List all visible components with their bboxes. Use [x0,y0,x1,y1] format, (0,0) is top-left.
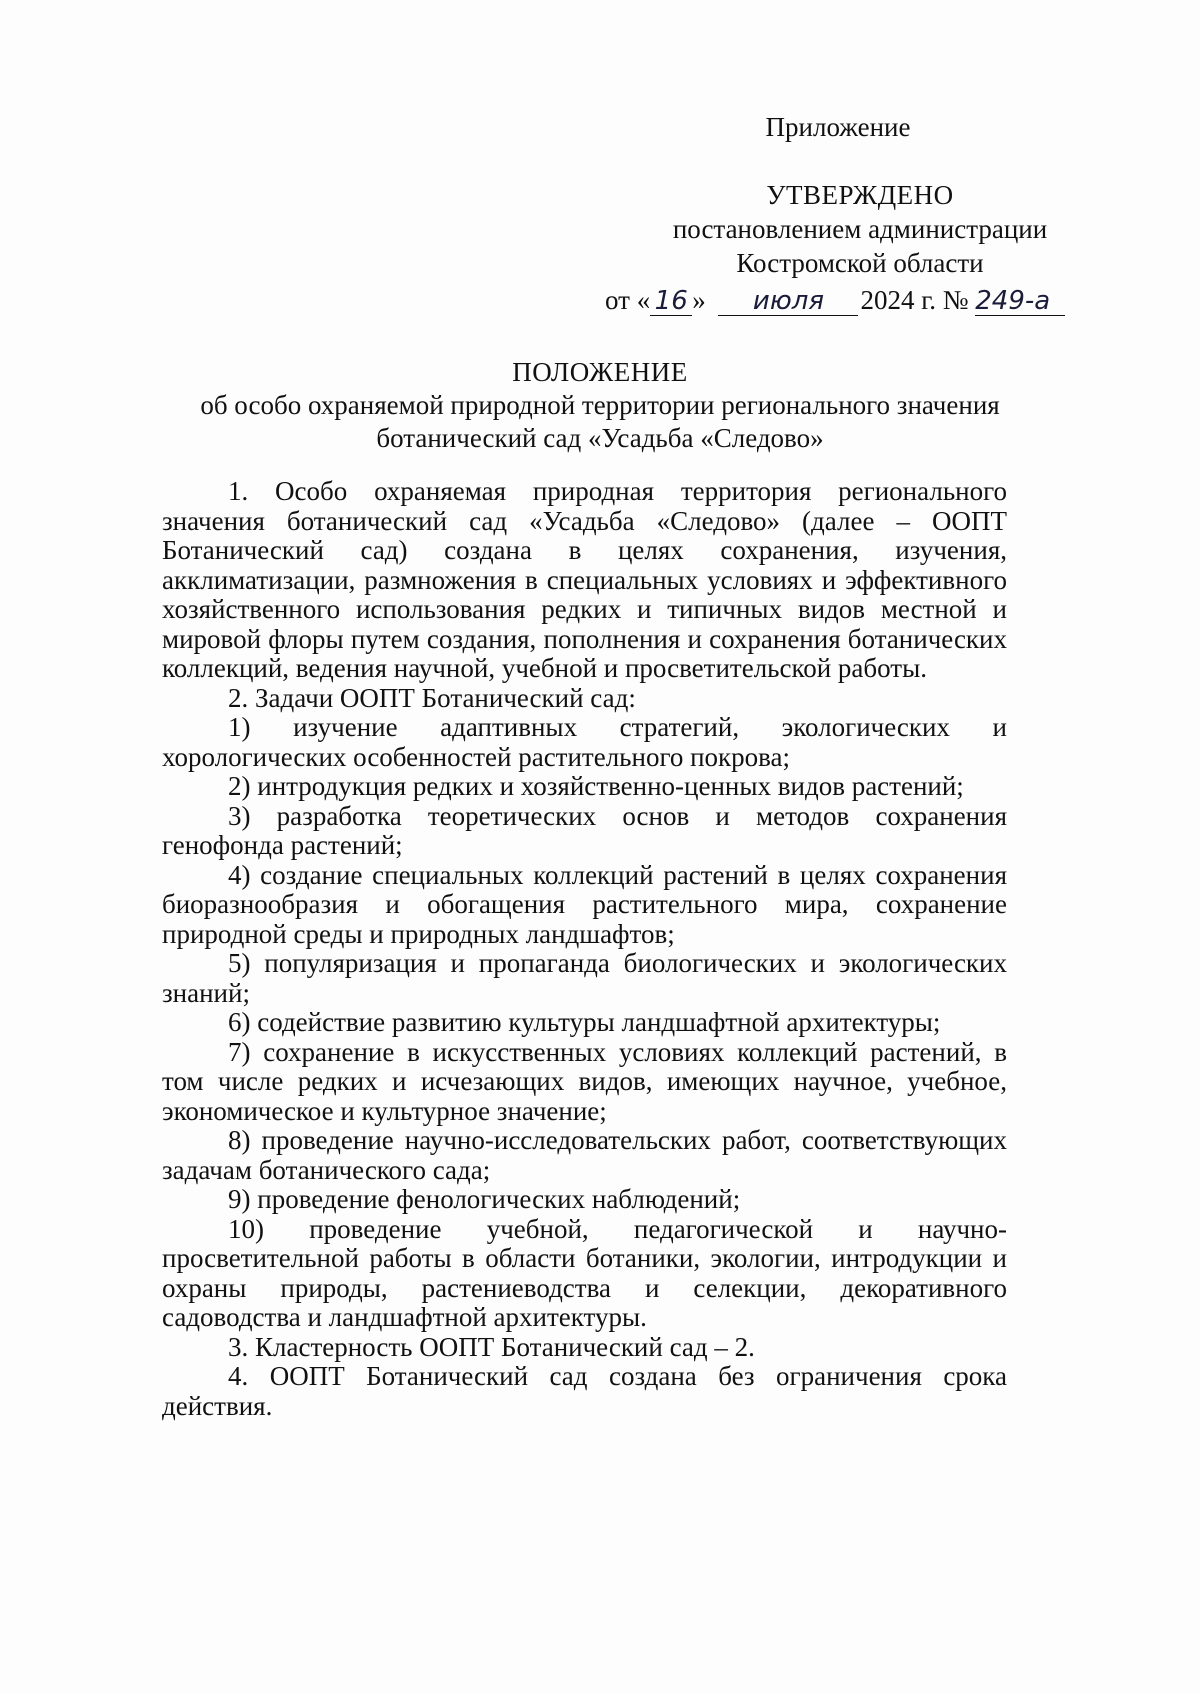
task-item-2: 2) интродукция редких и хозяйственно-ценных видов растений; [228,771,964,801]
paragraph-1: 1. Особо охраняемая природная территория регионального значения ботанический сад «Усадьба «Следово» (далее – ООПТ Ботанический сад) создана в целях сохранения, изучения, акклиматизации, размножения в специальных условиях и эффективного хозяйственного использования редких и типичных видов местной и мировой флоры путем создания, пополнения и сохранения ботанических коллекций, ведения научной, учебной и просветительской работы. [162,476,1007,683]
doc-number-handwritten: 249-а [975,287,1065,316]
task-item-3: 3) разработка теоретических основ и методов сохранения генофонда растений; [162,800,1007,860]
approval-block [600,110,1120,280]
paragraph-2: 2. Задачи ООПТ Ботанический сад: [228,682,636,713]
approved-label: УТВЕРЖДЕНО [766,180,954,210]
document-title-block [160,356,1040,455]
document-subtitle-line-2: ботанический сад «Усадьба «Следово» [376,423,824,453]
task-item-9: 9) проведение фенологических наблюдений; [228,1184,741,1214]
date-year: 2024 г. № [860,285,969,315]
paragraph-4: 4. ООПТ Ботанический сад создана без ограничения срока действия. [162,1361,1007,1421]
task-item-8: 8) проведение научно-исследовательских работ, соответствующих задачам ботанического сада; [162,1125,1007,1185]
appendix-label: Приложение [765,112,911,142]
paragraph-3: 3. Кластерность ООПТ Ботанический сад – 2. [228,1331,755,1362]
document-subtitle-line-1: об особо охраняемой природной территории регионального значения [200,390,1000,420]
task-item-10: 10) проведение учебной, педагогической и научно-просветительной работы в области ботаники, экологии, интродукции и охраны природы, растениеводства и селекции, декоративного садоводства и ландшафтной архитектуры. [162,1213,1007,1332]
date-prefix: от « [605,285,651,315]
date-month-handwritten: июля [718,287,858,316]
date-mid: » [692,285,706,315]
date-day-handwritten: 16 [650,287,692,316]
approval-line-2: Костромской области [736,248,984,278]
task-item-6: 6) содействие развитию культуры ландшафтной архитектуры; [228,1007,941,1037]
approval-date-line [605,283,1065,317]
document-title: ПОЛОЖЕНИЕ [512,357,688,387]
task-item-5: 5) популяризация и пропаганда биологических и экологических знаний; [162,948,1007,1008]
document-body [162,477,1007,1421]
task-item-7: 7) сохранение в искусственных условиях коллекций растений, в том числе редких и исчезающих видов, имеющих научное, учебное, экономическое и культурное значение; [162,1036,1007,1126]
task-item-4: 4) создание специальных коллекций растений в целях сохранения биоразнообразия и обогащения растительного мира, сохранение природной среды и природных ландшафтов; [162,859,1007,949]
task-item-1: 1) изучение адаптивных стратегий, экологических и хорологических особенностей растительного покрова; [162,712,1007,772]
approval-line-1: постановлением администрации [672,214,1048,244]
